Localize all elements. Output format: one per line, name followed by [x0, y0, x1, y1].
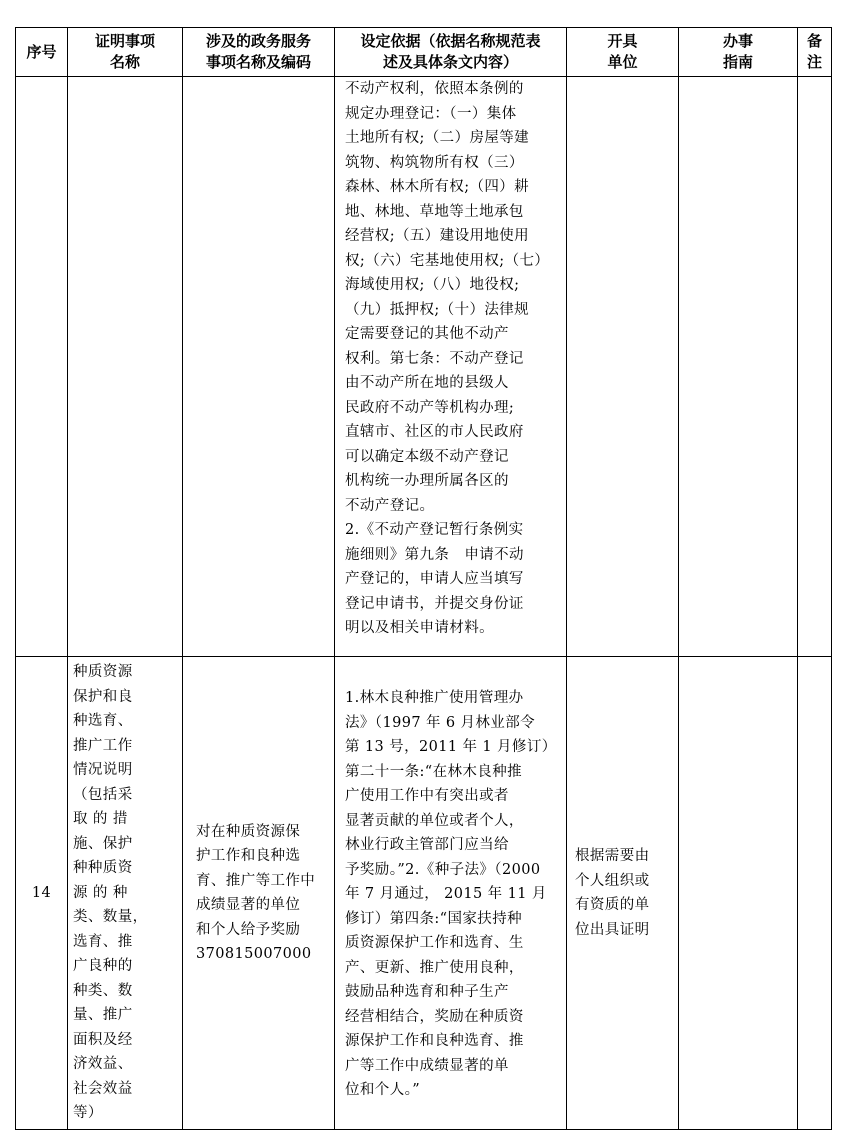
table-row	[16, 77, 832, 657]
header-service-item: 涉及的政务服务 事项名称及编码	[183, 28, 335, 77]
row2-guide-cell	[679, 657, 798, 1130]
header-guide: 办事 指南	[679, 28, 798, 77]
row1-note-cell	[798, 77, 832, 657]
row1-guide-cell	[679, 77, 798, 657]
row2-seq-cell: 14	[16, 657, 68, 1130]
row1-service-cell	[183, 77, 335, 657]
row1-seq-cell	[16, 77, 68, 657]
header-note: 备 注	[798, 28, 832, 77]
row2-note-cell	[798, 657, 832, 1130]
header-seq: 序号	[16, 28, 68, 77]
table-header-row	[16, 28, 832, 77]
row2-name-cell: 种质资源 保护和良 种选育、 推广工作 情况说明 （包括采 取 的 措 施、保护 种种质资 源 的 种 类、数量， 选育、推 广良种的 种类、数 量、推广 面积及经 济效益、 社会效益 等）	[68, 657, 183, 1130]
table-row	[16, 657, 832, 1130]
header-issuer: 开具 单位	[567, 28, 679, 77]
certificate-table	[15, 27, 832, 1130]
header-legal-basis: 设定依据（依据名称规范表 述及具体条文内容）	[335, 28, 567, 77]
row2-service-cell: 对在种质资源保 护工作和良种选 育、推广等工作中 成绩显著的单位 和个人给予奖励 370815007000	[183, 657, 335, 1130]
header-certificate-name: 证明事项 名称	[68, 28, 183, 77]
row1-name-cell	[68, 77, 183, 657]
row2-issuer-cell: 根据需要由 个人组织或 有资质的单 位出具证明	[567, 657, 679, 1130]
row2-basis-cell: 1.林木良种推广使用管理办 法》（1997 年 6 月林业部令 第 13 号，2011 年 1 月修订） 第二十一条:“在林木良种推 广使用工作中有突出或者 显著贡献的单位或者个人， 林业行政主管部门应当给 予奖励。”2.《种子法》（2000 年 7 月通过， 2015 年 11 月 修订）第四条:“国家扶持种 质资源保护工作和选育、生 产、更新、推广使用良种， 鼓励品种选育和种子生产 经营相结合，奖励在种质资 源保护工作和良种选育、推 广等工作中成绩显著的单 位和个人。”	[335, 657, 567, 1130]
row1-issuer-cell	[567, 77, 679, 657]
row1-basis-cell: 不动产权利，依照本条例的 规定办理登记：（一）集体 土地所有权;（二）房屋等建 筑物、构筑物所有权（三） 森林、林木所有权;（四）耕 地、林地、草地等土地承包 经营权;（五）建设用地使用 权;（六）宅基地使用权;（七） 海域使用权;（八）地役权; （九）抵押权;（十）法律规 定需要登记的其他不动产 权利。第七条：不动产登记 由不动产所在地的县级人 民政府不动产等机构办理; 直辖市、社区的市人民政府 可以确定本级不动产登记 机构统一办理所属各区的 不动产登记。 2.《不动产登记暂行条例实 施细则》第九条 申请不动 产登记的，申请人应当填写 登记申请书，并提交身份证 明以及相关申请材料。	[335, 77, 567, 657]
